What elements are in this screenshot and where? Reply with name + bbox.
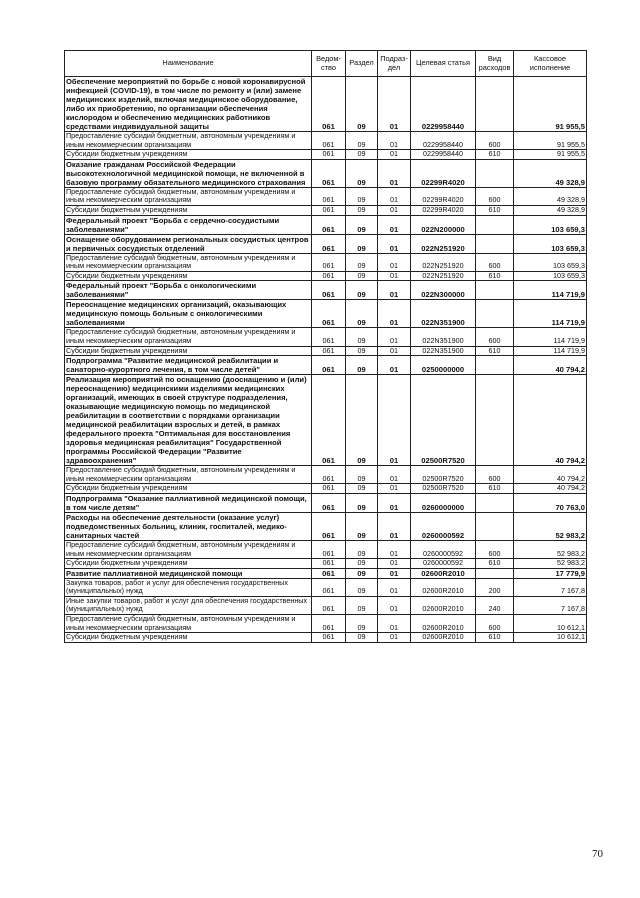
row-name-cell: Субсидии бюджетным учреждениям	[65, 559, 312, 569]
row-name-cell: Субсидии бюджетным учреждениям	[65, 150, 312, 160]
header-target-article: Целевая статья	[411, 51, 476, 77]
row-expense-type-cell	[476, 568, 514, 578]
table-row	[65, 215, 587, 234]
row-vedomstvo-cell: 061	[312, 234, 346, 253]
row-razdel-cell: 09	[346, 150, 378, 160]
row-vedomstvo-cell: 061	[312, 215, 346, 234]
row-target-article-cell: 022N251920	[411, 253, 476, 271]
row-vedomstvo-cell: 061	[312, 346, 346, 356]
table-row	[65, 132, 587, 150]
page-number: 70	[592, 848, 603, 860]
row-razdel-cell: 09	[346, 466, 378, 484]
row-cash-execution-cell: 70 763,0	[514, 493, 587, 512]
table-row	[65, 568, 587, 578]
table-row	[65, 346, 587, 356]
row-razdel-cell: 09	[346, 493, 378, 512]
row-razdel-cell: 09	[346, 596, 378, 614]
row-podrazdel-cell: 01	[378, 234, 411, 253]
row-name-cell: Расходы на обеспечение деятельности (оказание услуг) подведомственных больниц, клиник, госпиталей, медико-санитарных частей	[65, 512, 312, 540]
row-cash-execution-cell: 40 794,2	[514, 484, 587, 494]
row-podrazdel-cell: 01	[378, 187, 411, 205]
row-cash-execution-cell: 52 983,2	[514, 512, 587, 540]
row-vedomstvo-cell: 061	[312, 328, 346, 346]
row-target-article-cell: 0229958440	[411, 77, 476, 132]
row-razdel-cell: 09	[346, 300, 378, 328]
row-name-cell: Предоставление субсидий бюджетным, автономным учреждениям и иным некоммерческим организациям	[65, 540, 312, 558]
row-expense-type-cell	[476, 159, 514, 187]
row-name-cell: Иные закупки товаров, работ и услуг для обеспечения государственных (муниципальных) нужд	[65, 596, 312, 614]
row-vedomstvo-cell: 061	[312, 356, 346, 375]
row-vedomstvo-cell: 061	[312, 253, 346, 271]
row-razdel-cell: 09	[346, 568, 378, 578]
row-cash-execution-cell: 7 167,8	[514, 596, 587, 614]
row-vedomstvo-cell: 061	[312, 615, 346, 633]
row-razdel-cell: 09	[346, 234, 378, 253]
row-cash-execution-cell: 91 955,5	[514, 77, 587, 132]
budget-table	[64, 50, 587, 643]
table-body	[65, 77, 587, 643]
row-name-cell: Субсидии бюджетным учреждениям	[65, 271, 312, 281]
row-vedomstvo-cell: 061	[312, 596, 346, 614]
row-name-cell: Предоставление субсидий бюджетным, автономным учреждениям и иным некоммерческим организациям	[65, 615, 312, 633]
header-vedomstvo: Ведом-ство	[312, 51, 346, 77]
table-row	[65, 300, 587, 328]
row-podrazdel-cell: 01	[378, 484, 411, 494]
header-row	[65, 51, 587, 77]
header-name: Наименование	[65, 51, 312, 77]
row-vedomstvo-cell: 061	[312, 187, 346, 205]
row-vedomstvo-cell: 061	[312, 568, 346, 578]
row-target-article-cell: 0260000592	[411, 540, 476, 558]
row-razdel-cell: 09	[346, 578, 378, 596]
row-podrazdel-cell: 01	[378, 281, 411, 300]
header-cash-execution: Кассовое исполнение	[514, 51, 587, 77]
table-row	[65, 578, 587, 596]
row-expense-type-cell	[476, 281, 514, 300]
row-vedomstvo-cell: 061	[312, 375, 346, 466]
table-row	[65, 559, 587, 569]
row-razdel-cell: 09	[346, 77, 378, 132]
row-razdel-cell: 09	[346, 281, 378, 300]
table-row	[65, 234, 587, 253]
row-vedomstvo-cell: 061	[312, 633, 346, 643]
row-vedomstvo-cell: 061	[312, 484, 346, 494]
row-target-article-cell: 022N300000	[411, 281, 476, 300]
table-row	[65, 159, 587, 187]
row-name-cell: Субсидии бюджетным учреждениям	[65, 633, 312, 643]
row-podrazdel-cell: 01	[378, 253, 411, 271]
row-podrazdel-cell: 01	[378, 633, 411, 643]
row-podrazdel-cell: 01	[378, 596, 411, 614]
table-row	[65, 205, 587, 215]
row-name-cell: Оснащение оборудованием региональных сосудистых центров и первичных сосудистых отделений	[65, 234, 312, 253]
row-target-article-cell: 02500R7520	[411, 466, 476, 484]
row-vedomstvo-cell: 061	[312, 77, 346, 132]
row-razdel-cell: 09	[346, 559, 378, 569]
row-name-cell: Предоставление субсидий бюджетным, автономным учреждениям и иным некоммерческим организациям	[65, 187, 312, 205]
row-razdel-cell: 09	[346, 328, 378, 346]
row-name-cell: Предоставление субсидий бюджетным, автономным учреждениям и иным некоммерческим организациям	[65, 253, 312, 271]
table-row	[65, 187, 587, 205]
row-cash-execution-cell: 40 794,2	[514, 375, 587, 466]
row-razdel-cell: 09	[346, 512, 378, 540]
table-row	[65, 271, 587, 281]
row-expense-type-cell: 240	[476, 596, 514, 614]
row-podrazdel-cell: 01	[378, 271, 411, 281]
row-vedomstvo-cell: 061	[312, 132, 346, 150]
row-expense-type-cell	[476, 215, 514, 234]
row-cash-execution-cell: 7 167,8	[514, 578, 587, 596]
row-podrazdel-cell: 01	[378, 578, 411, 596]
row-vedomstvo-cell: 061	[312, 578, 346, 596]
row-target-article-cell: 022N200000	[411, 215, 476, 234]
row-target-article-cell: 02600R2010	[411, 633, 476, 643]
row-expense-type-cell	[476, 234, 514, 253]
row-target-article-cell: 02299R4020	[411, 187, 476, 205]
row-target-article-cell: 0260000000	[411, 493, 476, 512]
row-podrazdel-cell: 01	[378, 568, 411, 578]
table-row	[65, 540, 587, 558]
row-cash-execution-cell: 49 328,9	[514, 205, 587, 215]
row-expense-type-cell: 600	[476, 132, 514, 150]
row-expense-type-cell	[476, 512, 514, 540]
row-cash-execution-cell: 52 983,2	[514, 559, 587, 569]
row-vedomstvo-cell: 061	[312, 512, 346, 540]
row-expense-type-cell: 610	[476, 633, 514, 643]
row-razdel-cell: 09	[346, 484, 378, 494]
row-podrazdel-cell: 01	[378, 205, 411, 215]
table-row	[65, 253, 587, 271]
row-razdel-cell: 09	[346, 540, 378, 558]
row-expense-type-cell: 610	[476, 205, 514, 215]
row-expense-type-cell: 600	[476, 540, 514, 558]
row-cash-execution-cell: 103 659,3	[514, 215, 587, 234]
row-razdel-cell: 09	[346, 159, 378, 187]
table-row	[65, 281, 587, 300]
row-vedomstvo-cell: 061	[312, 559, 346, 569]
row-name-cell: Развитие паллиативной медицинской помощи	[65, 568, 312, 578]
row-name-cell: Субсидии бюджетным учреждениям	[65, 205, 312, 215]
row-razdel-cell: 09	[346, 132, 378, 150]
row-vedomstvo-cell: 061	[312, 300, 346, 328]
row-cash-execution-cell: 114 719,9	[514, 346, 587, 356]
row-podrazdel-cell: 01	[378, 512, 411, 540]
row-razdel-cell: 09	[346, 615, 378, 633]
table-row	[65, 512, 587, 540]
row-target-article-cell: 02299R4020	[411, 159, 476, 187]
row-target-article-cell: 0229958440	[411, 132, 476, 150]
row-expense-type-cell: 610	[476, 346, 514, 356]
row-target-article-cell: 0260000592	[411, 512, 476, 540]
row-name-cell: Федеральный проект "Борьба с онкологическими заболеваниями"	[65, 281, 312, 300]
table-row	[65, 484, 587, 494]
row-target-article-cell: 02600R2010	[411, 615, 476, 633]
row-podrazdel-cell: 01	[378, 132, 411, 150]
row-target-article-cell: 02600R2010	[411, 578, 476, 596]
row-cash-execution-cell: 49 328,9	[514, 159, 587, 187]
row-name-cell: Оказание гражданам Российской Федерации высокотехнологичной медицинской помощи, не включенной в базовую программу обязательного медицинского страхования	[65, 159, 312, 187]
row-name-cell: Реализация мероприятий по оснащению (дооснащению и (или) переоснащению) медицинскими изделиями медицинских организаций, имеющих в своей структуре подразделения, оказывающие медицинскую помощь по медицинской реабилитации в соответствии с порядками организации медицинской реабилитации взрослых и детей, в рамках федерального проекта "Оптимальная для восстановления здоровья медицинская реабилитация" Государственной программы Российской Федерации "Развитие здравоохранения"	[65, 375, 312, 466]
row-cash-execution-cell: 91 955,5	[514, 132, 587, 150]
header-expense-type: Вид расходов	[476, 51, 514, 77]
header-razdel: Раздел	[346, 51, 378, 77]
row-cash-execution-cell: 103 659,3	[514, 253, 587, 271]
row-vedomstvo-cell: 061	[312, 205, 346, 215]
row-target-article-cell: 02500R7520	[411, 375, 476, 466]
row-expense-type-cell	[476, 300, 514, 328]
row-name-cell: Субсидии бюджетным учреждениям	[65, 484, 312, 494]
row-podrazdel-cell: 01	[378, 215, 411, 234]
row-expense-type-cell: 600	[476, 187, 514, 205]
table-row	[65, 77, 587, 132]
row-razdel-cell: 09	[346, 375, 378, 466]
row-target-article-cell: 0229958440	[411, 150, 476, 160]
row-cash-execution-cell: 10 612,1	[514, 615, 587, 633]
row-target-article-cell: 022N351900	[411, 328, 476, 346]
table-row	[65, 356, 587, 375]
row-expense-type-cell: 610	[476, 150, 514, 160]
header-podrazdel: Подраз-дел	[378, 51, 411, 77]
row-podrazdel-cell: 01	[378, 375, 411, 466]
row-expense-type-cell	[476, 356, 514, 375]
row-name-cell: Предоставление субсидий бюджетным, автономным учреждениям и иным некоммерческим организациям	[65, 466, 312, 484]
budget-sheet	[64, 50, 586, 643]
row-cash-execution-cell: 91 955,5	[514, 150, 587, 160]
row-razdel-cell: 09	[346, 215, 378, 234]
table-row	[65, 615, 587, 633]
table-row	[65, 150, 587, 160]
row-cash-execution-cell: 103 659,3	[514, 271, 587, 281]
row-expense-type-cell: 200	[476, 578, 514, 596]
table-row	[65, 493, 587, 512]
row-razdel-cell: 09	[346, 253, 378, 271]
row-vedomstvo-cell: 061	[312, 159, 346, 187]
row-razdel-cell: 09	[346, 356, 378, 375]
row-podrazdel-cell: 01	[378, 540, 411, 558]
row-podrazdel-cell: 01	[378, 150, 411, 160]
row-vedomstvo-cell: 061	[312, 493, 346, 512]
row-expense-type-cell	[476, 493, 514, 512]
row-expense-type-cell: 600	[476, 253, 514, 271]
row-cash-execution-cell: 17 779,9	[514, 568, 587, 578]
row-podrazdel-cell: 01	[378, 328, 411, 346]
row-podrazdel-cell: 01	[378, 559, 411, 569]
row-name-cell: Обеспечение мероприятий по борьбе с новой коронавирусной инфекцией (COVID-19), в том числе по ремонту и (или) замене медицинских изделий, включая медицинское оборудование, либо их приобретению, по организации обеспечения кислородом и обеспечению медицинских работников средствами индивидуальной защиты	[65, 77, 312, 132]
row-cash-execution-cell: 52 983,2	[514, 540, 587, 558]
row-expense-type-cell: 610	[476, 559, 514, 569]
row-cash-execution-cell: 114 719,9	[514, 300, 587, 328]
table-row	[65, 596, 587, 614]
table-row	[65, 375, 587, 466]
row-target-article-cell: 0250000000	[411, 356, 476, 375]
row-razdel-cell: 09	[346, 271, 378, 281]
row-name-cell: Подпрограмма "Развитие медицинской реабилитации и санаторно-курортного лечения, в том числе детей"	[65, 356, 312, 375]
row-podrazdel-cell: 01	[378, 466, 411, 484]
row-cash-execution-cell: 114 719,9	[514, 281, 587, 300]
row-vedomstvo-cell: 061	[312, 540, 346, 558]
row-name-cell: Переоснащение медицинских организаций, оказывающих медицинскую помощь больным с онкологическими заболеваниями	[65, 300, 312, 328]
row-target-article-cell: 022N251920	[411, 271, 476, 281]
row-target-article-cell: 022N351900	[411, 300, 476, 328]
row-expense-type-cell: 600	[476, 328, 514, 346]
row-target-article-cell: 02600R2010	[411, 596, 476, 614]
row-expense-type-cell: 610	[476, 484, 514, 494]
row-expense-type-cell: 610	[476, 271, 514, 281]
row-vedomstvo-cell: 061	[312, 150, 346, 160]
row-razdel-cell: 09	[346, 633, 378, 643]
row-podrazdel-cell: 01	[378, 77, 411, 132]
table-row	[65, 633, 587, 643]
row-podrazdel-cell: 01	[378, 615, 411, 633]
row-podrazdel-cell: 01	[378, 356, 411, 375]
row-cash-execution-cell: 114 719,9	[514, 328, 587, 346]
row-name-cell: Субсидии бюджетным учреждениям	[65, 346, 312, 356]
row-podrazdel-cell: 01	[378, 346, 411, 356]
row-cash-execution-cell: 49 328,9	[514, 187, 587, 205]
table-row	[65, 466, 587, 484]
table-row	[65, 328, 587, 346]
row-target-article-cell: 022N251920	[411, 234, 476, 253]
row-cash-execution-cell: 103 659,3	[514, 234, 587, 253]
row-podrazdel-cell: 01	[378, 493, 411, 512]
row-podrazdel-cell: 01	[378, 300, 411, 328]
row-name-cell: Предоставление субсидий бюджетным, автономным учреждениям и иным некоммерческим организациям	[65, 328, 312, 346]
row-podrazdel-cell: 01	[378, 159, 411, 187]
row-vedomstvo-cell: 061	[312, 271, 346, 281]
row-expense-type-cell: 600	[476, 466, 514, 484]
row-target-article-cell: 022N351900	[411, 346, 476, 356]
row-vedomstvo-cell: 061	[312, 281, 346, 300]
row-expense-type-cell	[476, 77, 514, 132]
row-name-cell: Федеральный проект "Борьба с сердечно-сосудистыми заболеваниями"	[65, 215, 312, 234]
row-razdel-cell: 09	[346, 346, 378, 356]
row-vedomstvo-cell: 061	[312, 466, 346, 484]
row-expense-type-cell	[476, 375, 514, 466]
row-name-cell: Предоставление субсидий бюджетным, автономным учреждениям и иным некоммерческим организациям	[65, 132, 312, 150]
row-target-article-cell: 02500R7520	[411, 484, 476, 494]
row-target-article-cell: 02600R2010	[411, 568, 476, 578]
row-cash-execution-cell: 40 794,2	[514, 466, 587, 484]
row-razdel-cell: 09	[346, 205, 378, 215]
row-razdel-cell: 09	[346, 187, 378, 205]
row-target-article-cell: 02299R4020	[411, 205, 476, 215]
row-name-cell: Подпрограмма "Оказание паллиативной медицинской помощи, в том числе детям"	[65, 493, 312, 512]
row-cash-execution-cell: 10 612,1	[514, 633, 587, 643]
row-expense-type-cell: 600	[476, 615, 514, 633]
row-cash-execution-cell: 40 794,2	[514, 356, 587, 375]
row-target-article-cell: 0260000592	[411, 559, 476, 569]
row-name-cell: Закупка товаров, работ и услуг для обеспечения государственных (муниципальных) нужд	[65, 578, 312, 596]
